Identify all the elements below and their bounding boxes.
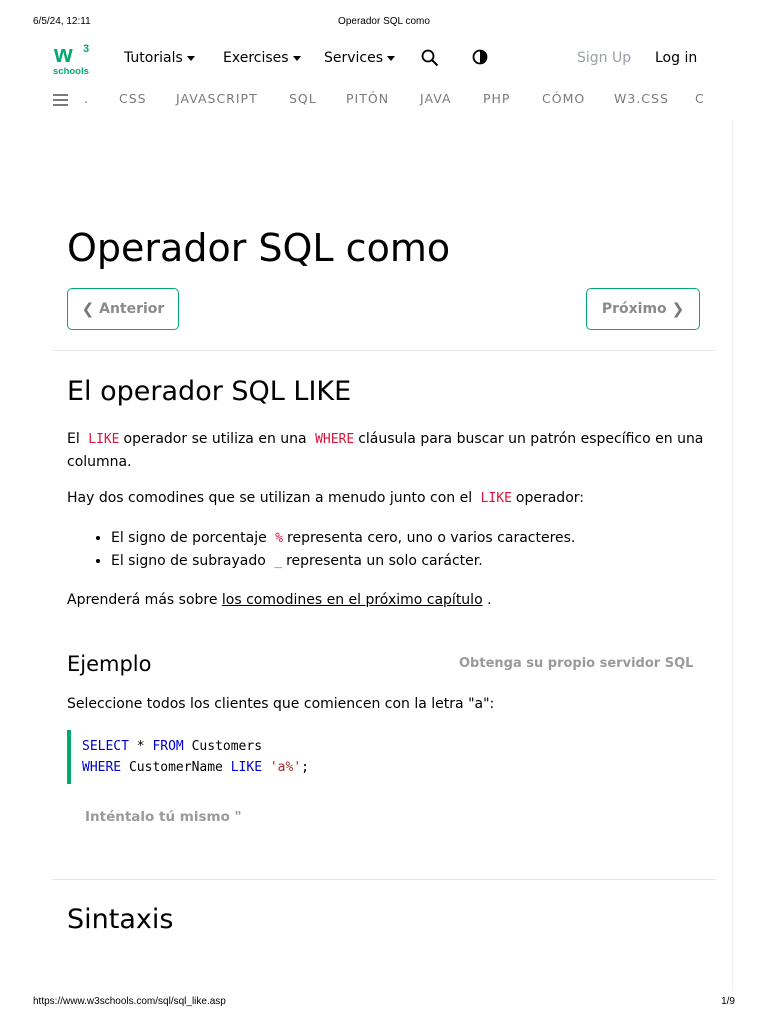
code-line-2	[82, 757, 699, 778]
subnav-item-c[interactable]: C	[695, 91, 705, 106]
exercises-menu[interactable]	[223, 50, 301, 66]
print-header	[0, 14, 768, 30]
example-heading: Ejemplo	[67, 652, 152, 676]
login-link[interactable]: Log in	[655, 50, 698, 66]
page-title: Operador SQL como	[67, 226, 451, 270]
intro-paragraph	[67, 428, 707, 474]
search-icon	[421, 49, 439, 67]
divider	[52, 350, 716, 351]
exercises-label: Exercises	[223, 50, 289, 66]
list-item	[111, 550, 751, 573]
inline-code-like: LIKE	[480, 491, 512, 506]
tutorials-menu[interactable]	[124, 50, 195, 66]
code-keyword: FROM	[152, 739, 184, 754]
code-text	[262, 760, 270, 775]
print-footer	[0, 994, 768, 1010]
signup-link[interactable]: Sign Up	[577, 50, 632, 66]
hamburger-menu-icon[interactable]	[53, 94, 68, 106]
services-label: Services	[324, 50, 384, 66]
subject-nav	[0, 90, 706, 110]
wildcards-text-2: operador:	[515, 490, 584, 506]
wildcard-list	[67, 527, 751, 573]
section-heading-like: El operador SQL LIKE	[67, 376, 352, 407]
more-info-period: .	[487, 592, 492, 608]
subnav-item-php[interactable]: PHP	[483, 91, 511, 106]
contrast-icon	[472, 49, 488, 65]
code-text: ;	[301, 760, 309, 775]
code-string: 'a%'	[269, 760, 302, 775]
get-sql-server-link[interactable]: Obtenga su propio servidor SQL	[459, 656, 694, 671]
code-text: CustomerName	[121, 760, 231, 775]
inline-code-where: WHERE	[315, 432, 355, 447]
logo-text: schools	[53, 66, 89, 76]
subnav-item-como[interactable]: CÓMO	[542, 91, 586, 106]
list-item	[111, 527, 751, 550]
subnav-item-java[interactable]: JAVA	[420, 91, 452, 106]
svg-text:w: w	[54, 41, 73, 68]
next-label: Próximo	[601, 301, 667, 317]
next-button[interactable]	[586, 288, 700, 330]
inline-code-like: LIKE	[88, 432, 120, 447]
wildcards-text-1: Hay dos comodines que se utilizan a menudo junto con el	[67, 490, 473, 506]
inline-code-percent: %	[275, 531, 284, 546]
print-date: 6/5/24, 12:11	[33, 16, 91, 27]
code-keyword: WHERE	[82, 760, 122, 775]
divider	[52, 879, 716, 880]
example-description: Seleccione todos los clientes que comiencen con la letra "a":	[67, 696, 495, 712]
subnav-item-piton[interactable]: PITÓN	[346, 91, 390, 106]
bullet-text: representa cero, uno o varios caracteres.	[287, 530, 576, 546]
try-it-yourself-button[interactable]: Inténtalo tú mismo "	[85, 809, 242, 825]
inline-code-underscore: _	[274, 554, 283, 569]
intro-text-2: operador se utiliza en una	[123, 431, 307, 447]
print-page-number: 1/9	[721, 996, 735, 1007]
print-url: https://www.w3schools.com/sql/sql_like.asp	[33, 996, 226, 1007]
more-info-text: Aprenderá más sobre	[67, 592, 218, 608]
search-button[interactable]	[421, 49, 439, 67]
code-keyword: LIKE	[230, 760, 263, 775]
chevron-left-icon: ❮	[81, 300, 95, 318]
intro-text-3: cláusula para buscar un patrón específico en una columna.	[67, 431, 704, 470]
wildcards-paragraph	[67, 487, 707, 510]
logo-superscript: 3	[83, 43, 90, 55]
bullet-text: El signo de subrayado	[111, 553, 266, 569]
previous-button[interactable]	[67, 288, 179, 330]
bullet-text: El signo de porcentaje	[111, 530, 267, 546]
subnav-item-dot[interactable]: .	[84, 91, 89, 106]
code-example	[67, 730, 699, 784]
code-line-1	[82, 736, 699, 757]
code-text: Customers	[183, 739, 263, 754]
theme-toggle-button[interactable]	[472, 49, 488, 65]
subnav-item-sql[interactable]: SQL	[289, 91, 317, 106]
wildcards-chapter-link[interactable]: los comodines en el próximo capítulo	[221, 592, 483, 608]
more-info-paragraph	[67, 589, 707, 612]
top-nav	[0, 48, 768, 72]
services-menu[interactable]	[324, 50, 395, 66]
tutorials-label: Tutorials	[124, 50, 183, 66]
syntax-heading: Sintaxis	[67, 904, 174, 935]
caret-down-icon	[293, 56, 301, 61]
previous-label: Anterior	[99, 301, 165, 317]
code-text: *	[128, 739, 153, 754]
bullet-text: representa un solo carácter.	[286, 553, 483, 569]
subnav-item-css[interactable]: CSS	[119, 91, 147, 106]
caret-down-icon	[387, 56, 395, 61]
chevron-right-icon: ❯	[671, 300, 685, 318]
print-doc-title: Operador SQL como	[338, 16, 430, 27]
subnav-item-w3css[interactable]: W3.CSS	[614, 91, 669, 106]
subnav-item-javascript[interactable]: JAVASCRIPT	[176, 91, 258, 106]
intro-text-1: El	[67, 431, 80, 447]
caret-down-icon	[187, 56, 195, 61]
code-keyword: SELECT	[82, 739, 129, 754]
